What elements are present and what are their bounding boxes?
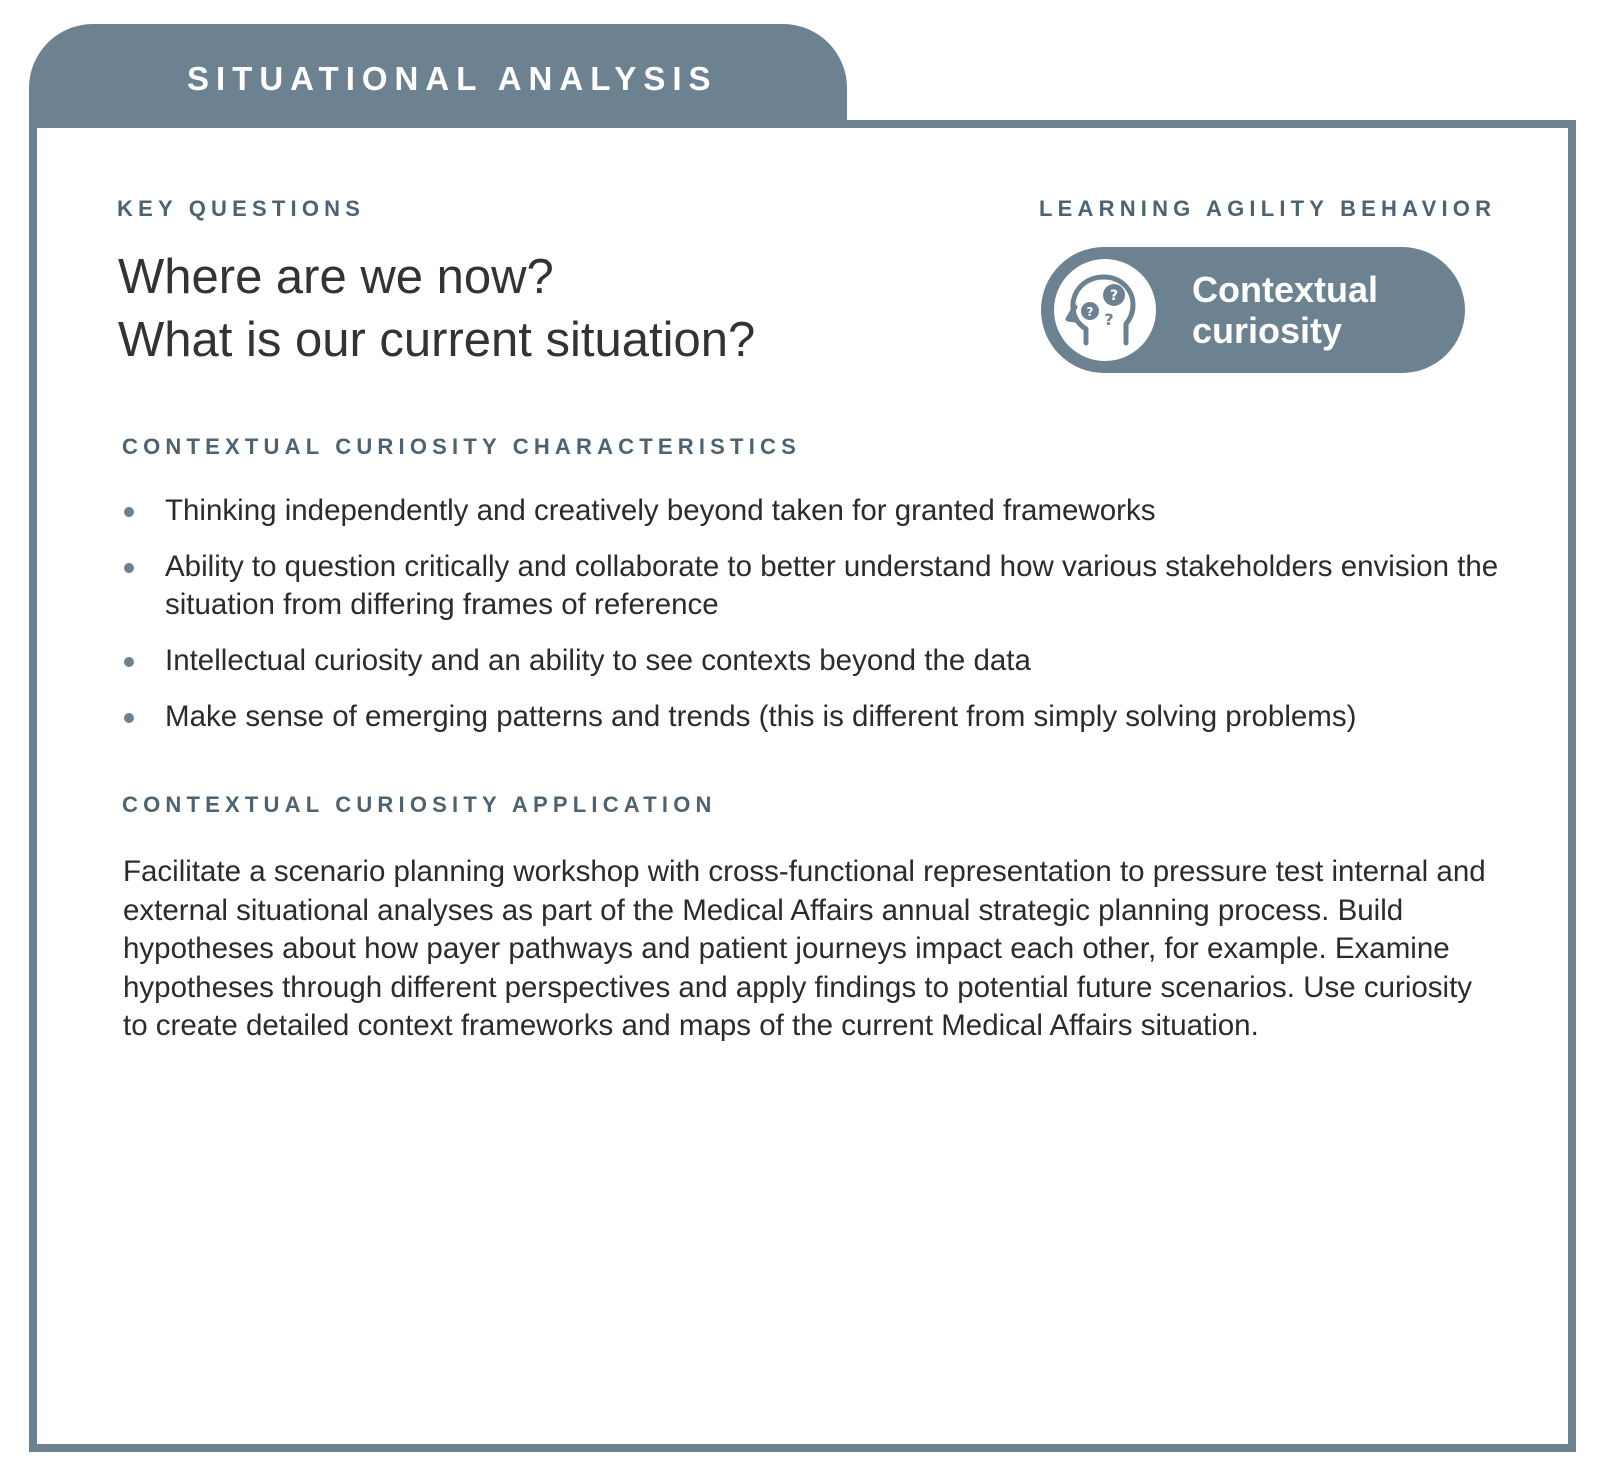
key-question-1: Where are we now? bbox=[118, 250, 554, 304]
list-item-text: Make sense of emerging patterns and trends (this is different from simply solving problems) bbox=[165, 700, 1357, 733]
list-item bbox=[122, 492, 1502, 530]
list-item bbox=[122, 698, 1502, 736]
key-questions-heading: KEY QUESTIONS bbox=[117, 196, 366, 221]
behavior-badge bbox=[1041, 247, 1465, 373]
key-question-2: What is our current situation? bbox=[118, 313, 756, 367]
behavior-label bbox=[1192, 269, 1378, 351]
key-questions bbox=[118, 246, 755, 372]
svg-text:?: ? bbox=[1086, 305, 1094, 319]
svg-text:?: ? bbox=[1109, 288, 1119, 304]
bullet-icon bbox=[124, 507, 134, 517]
application-text: Facilitate a scenario planning workshop with cross-functional representation to pressure test internal and external situational analyses as part of the Medical Affairs annual strategic planning process. Build hypotheses about how payer pathways and patient journeys impact each other, for example. Examine hypotheses through different perspectives and apply findings to potential future scenarios. Use curiosity to create detailed context frameworks and maps of the current Medical Affairs situation. bbox=[123, 855, 1486, 1042]
svg-text:?: ? bbox=[1104, 310, 1114, 329]
learning-agility-heading: LEARNING AGILITY BEHAVIOR bbox=[1039, 196, 1497, 221]
characteristics-heading: CONTEXTUAL CURIOSITY CHARACTERISTICS bbox=[122, 434, 801, 459]
characteristics-list bbox=[122, 492, 1502, 754]
behavior-label-line-2: curiosity bbox=[1192, 310, 1343, 351]
list-item-text: Ability to question critically and collaborate to better understand how various stakeholders envision the situation from differing frames of reference bbox=[165, 550, 1499, 621]
section-tab bbox=[29, 24, 847, 126]
list-item bbox=[122, 642, 1502, 680]
application-heading: CONTEXTUAL CURIOSITY APPLICATION bbox=[122, 792, 717, 817]
behavior-label-line-1: Contextual bbox=[1192, 269, 1379, 310]
list-item-text: Intellectual curiosity and an ability to see contexts beyond the data bbox=[165, 644, 1031, 677]
head-question-marks-icon bbox=[1054, 259, 1156, 361]
bullet-icon bbox=[124, 563, 134, 573]
list-item bbox=[122, 548, 1502, 624]
bullet-icon bbox=[124, 657, 134, 667]
list-item-text: Thinking independently and creatively beyond taken for granted frameworks bbox=[165, 494, 1156, 527]
bullet-icon bbox=[124, 713, 134, 723]
section-title: SITUATIONAL ANALYSIS bbox=[187, 60, 718, 97]
